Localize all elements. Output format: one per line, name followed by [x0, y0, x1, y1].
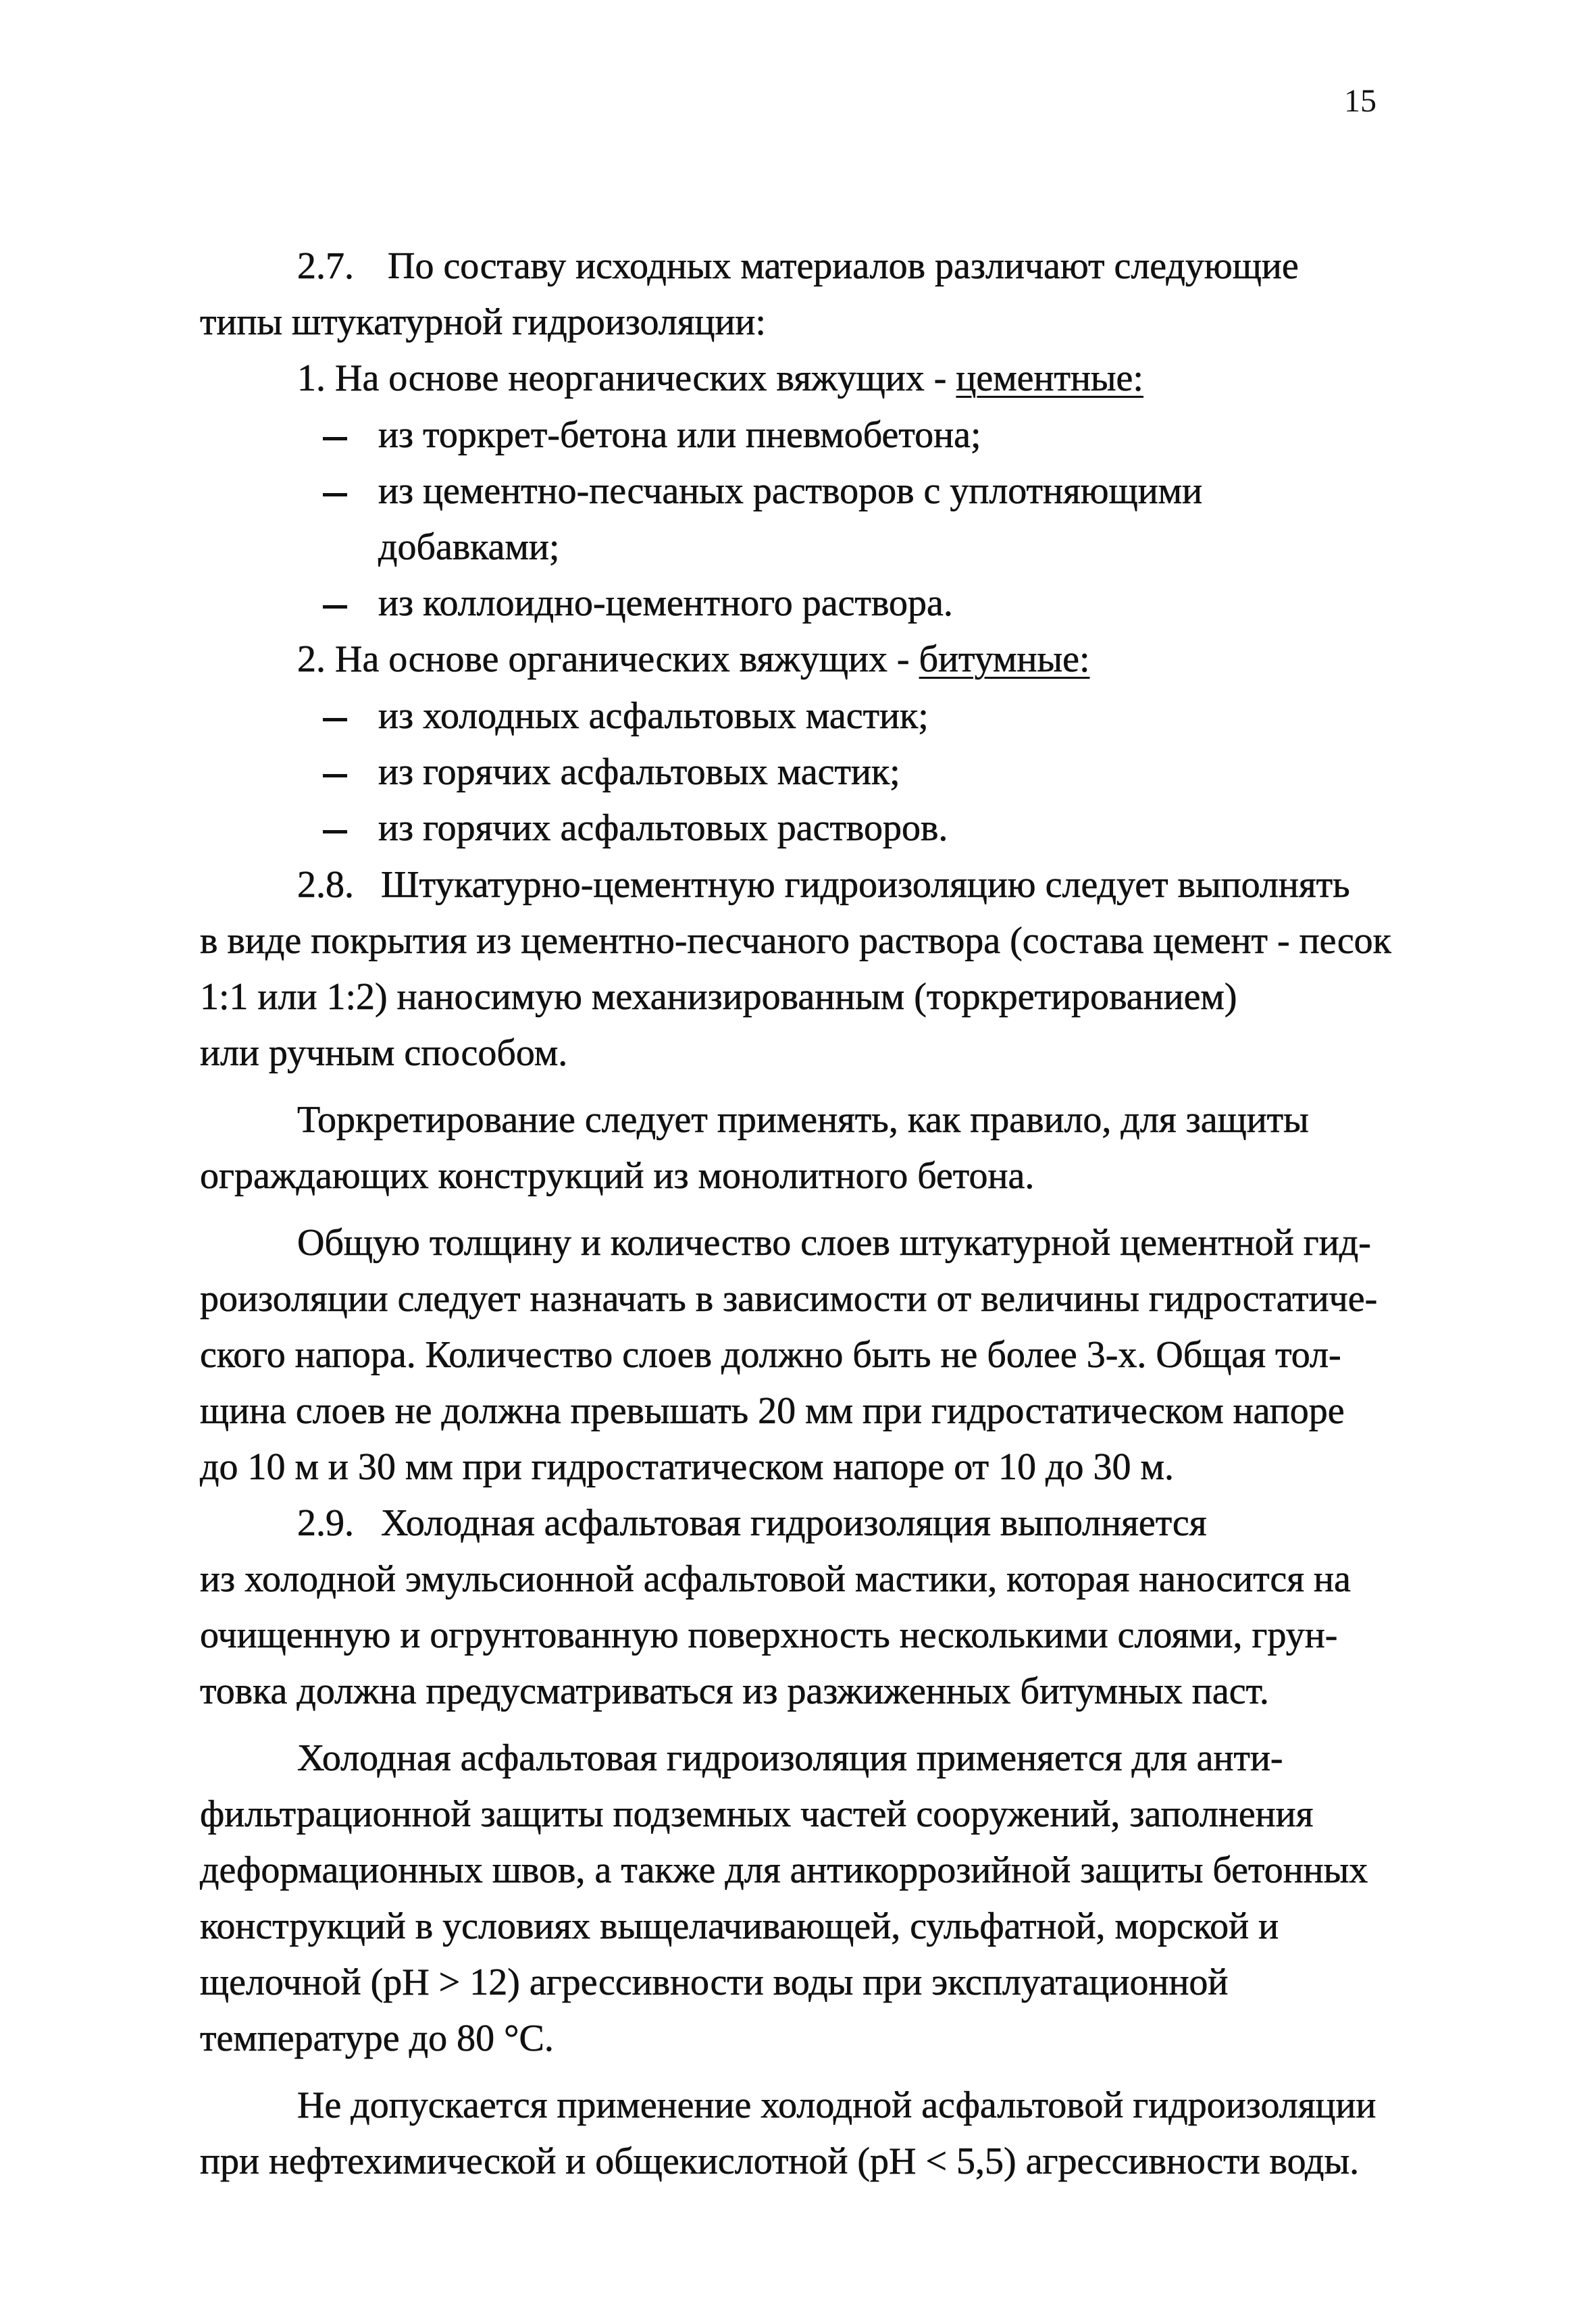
paragraph-line: роизоляции следует назначать в зависимости от величины гидростатиче- — [200, 1278, 1378, 1320]
list-kind-underlined: цементные: — [956, 357, 1143, 399]
paragraph-line: Торкретирование следует применять, как правило, для защиты — [297, 1099, 1309, 1141]
paragraph-line: Холодная асфальтовая гидроизоляция применяется для анти- — [297, 1737, 1283, 1779]
list-number: 1. — [297, 357, 326, 399]
list-dash — [323, 830, 347, 833]
section-text: Холодная асфальтовая гидроизоляция выполняется — [381, 1502, 1207, 1544]
list-kind-underlined: битумные: — [919, 638, 1090, 680]
list-item: из коллоидно-цементного раствора. — [378, 582, 953, 624]
list-item: из холодных асфальтовых мастик; — [378, 695, 929, 737]
list-item: из горячих асфальтовых мастик; — [378, 751, 900, 793]
list-number: 2. — [297, 638, 326, 680]
list-intro: На основе неорганических вяжущих - — [335, 357, 947, 399]
paragraph-line: из холодной эмульсионной асфальтовой мастики, которая наносится на — [200, 1558, 1351, 1600]
paragraph-line: конструкций в условиях выщелачивающей, сульфатной, морской и — [200, 1905, 1279, 1947]
section-number: 2.9. — [297, 1502, 354, 1544]
paragraph-line: ограждающих конструкций из монолитного бетона. — [200, 1155, 1035, 1197]
list-intro: На основе органических вяжущих - — [335, 638, 910, 680]
section-text: Штукатурно-цементную гидроизоляцию следует выполнять — [381, 864, 1350, 906]
page-number: 15 — [1344, 83, 1376, 119]
list-dash — [323, 605, 347, 609]
list-item: из торкрет-бетона или пневмобетона; — [378, 414, 981, 456]
paragraph-line: деформационных швов, а также для антикоррозийной защиты бетонных — [200, 1849, 1368, 1891]
paragraph-line: 1:1 или 1:2) наносимую механизированным (торкретированием) — [200, 976, 1237, 1018]
section-2-7-line-1 — [297, 240, 1299, 292]
section-number: 2.7. — [297, 245, 354, 287]
paragraph-line: фильтрационной защиты подземных частей сооружений, заполнения — [200, 1793, 1314, 1835]
list-item-continuation: добавками; — [378, 526, 560, 568]
list-group-2 — [297, 634, 1090, 685]
section-2-7-line-2: типы штукатурной гидроизоляции: — [200, 301, 766, 343]
paragraph-line: щелочной (pH > 12) агрессивности воды при эксплуатационной — [200, 1961, 1229, 2003]
paragraph-line: Не допускается применение холодной асфальтовой гидроизоляции — [297, 2084, 1376, 2126]
paragraph-line: в виде покрытия из цементно-песчаного раствора (состава цемент - песок — [200, 920, 1391, 962]
section-2-8-line-1 — [297, 859, 1350, 910]
list-item: из цементно-песчаных растворов с уплотняющими — [378, 470, 1203, 512]
list-item: из горячих асфальтовых растворов. — [378, 807, 948, 849]
paragraph-line: или ручным способом. — [200, 1032, 568, 1074]
paragraph-line: Общую толщину и количество слоев штукатурной цементной гид- — [297, 1222, 1371, 1264]
list-dash — [323, 493, 347, 496]
paragraph-line: очищенную и огрунтованную поверхность несколькими слоями, грун- — [200, 1614, 1338, 1656]
list-group-1 — [297, 353, 1143, 404]
paragraph-line: до 10 м и 30 мм при гидростатическом напоре от 10 до 30 м. — [200, 1446, 1174, 1488]
section-2-9-line-1 — [297, 1497, 1206, 1549]
paragraph-line: температуре до 80 °С. — [200, 2017, 554, 2059]
section-number: 2.8. — [297, 864, 354, 906]
section-text: По составу исходных материалов различают следующие — [388, 245, 1299, 287]
list-dash — [323, 437, 347, 440]
paragraph-line: ского напора. Количество слоев должно быть не более 3-х. Общая тол- — [200, 1334, 1341, 1376]
paragraph-line: щина слоев не должна превышать 20 мм при гидростатическом напоре — [200, 1390, 1345, 1432]
paragraph-line: при нефтехимической и общекислотной (pH < 5,5) агрессивности воды. — [200, 2140, 1360, 2182]
list-dash — [323, 718, 347, 721]
paragraph-line: товка должна предусматриваться из разжиженных битумных паст. — [200, 1670, 1269, 1712]
list-dash — [323, 774, 347, 777]
